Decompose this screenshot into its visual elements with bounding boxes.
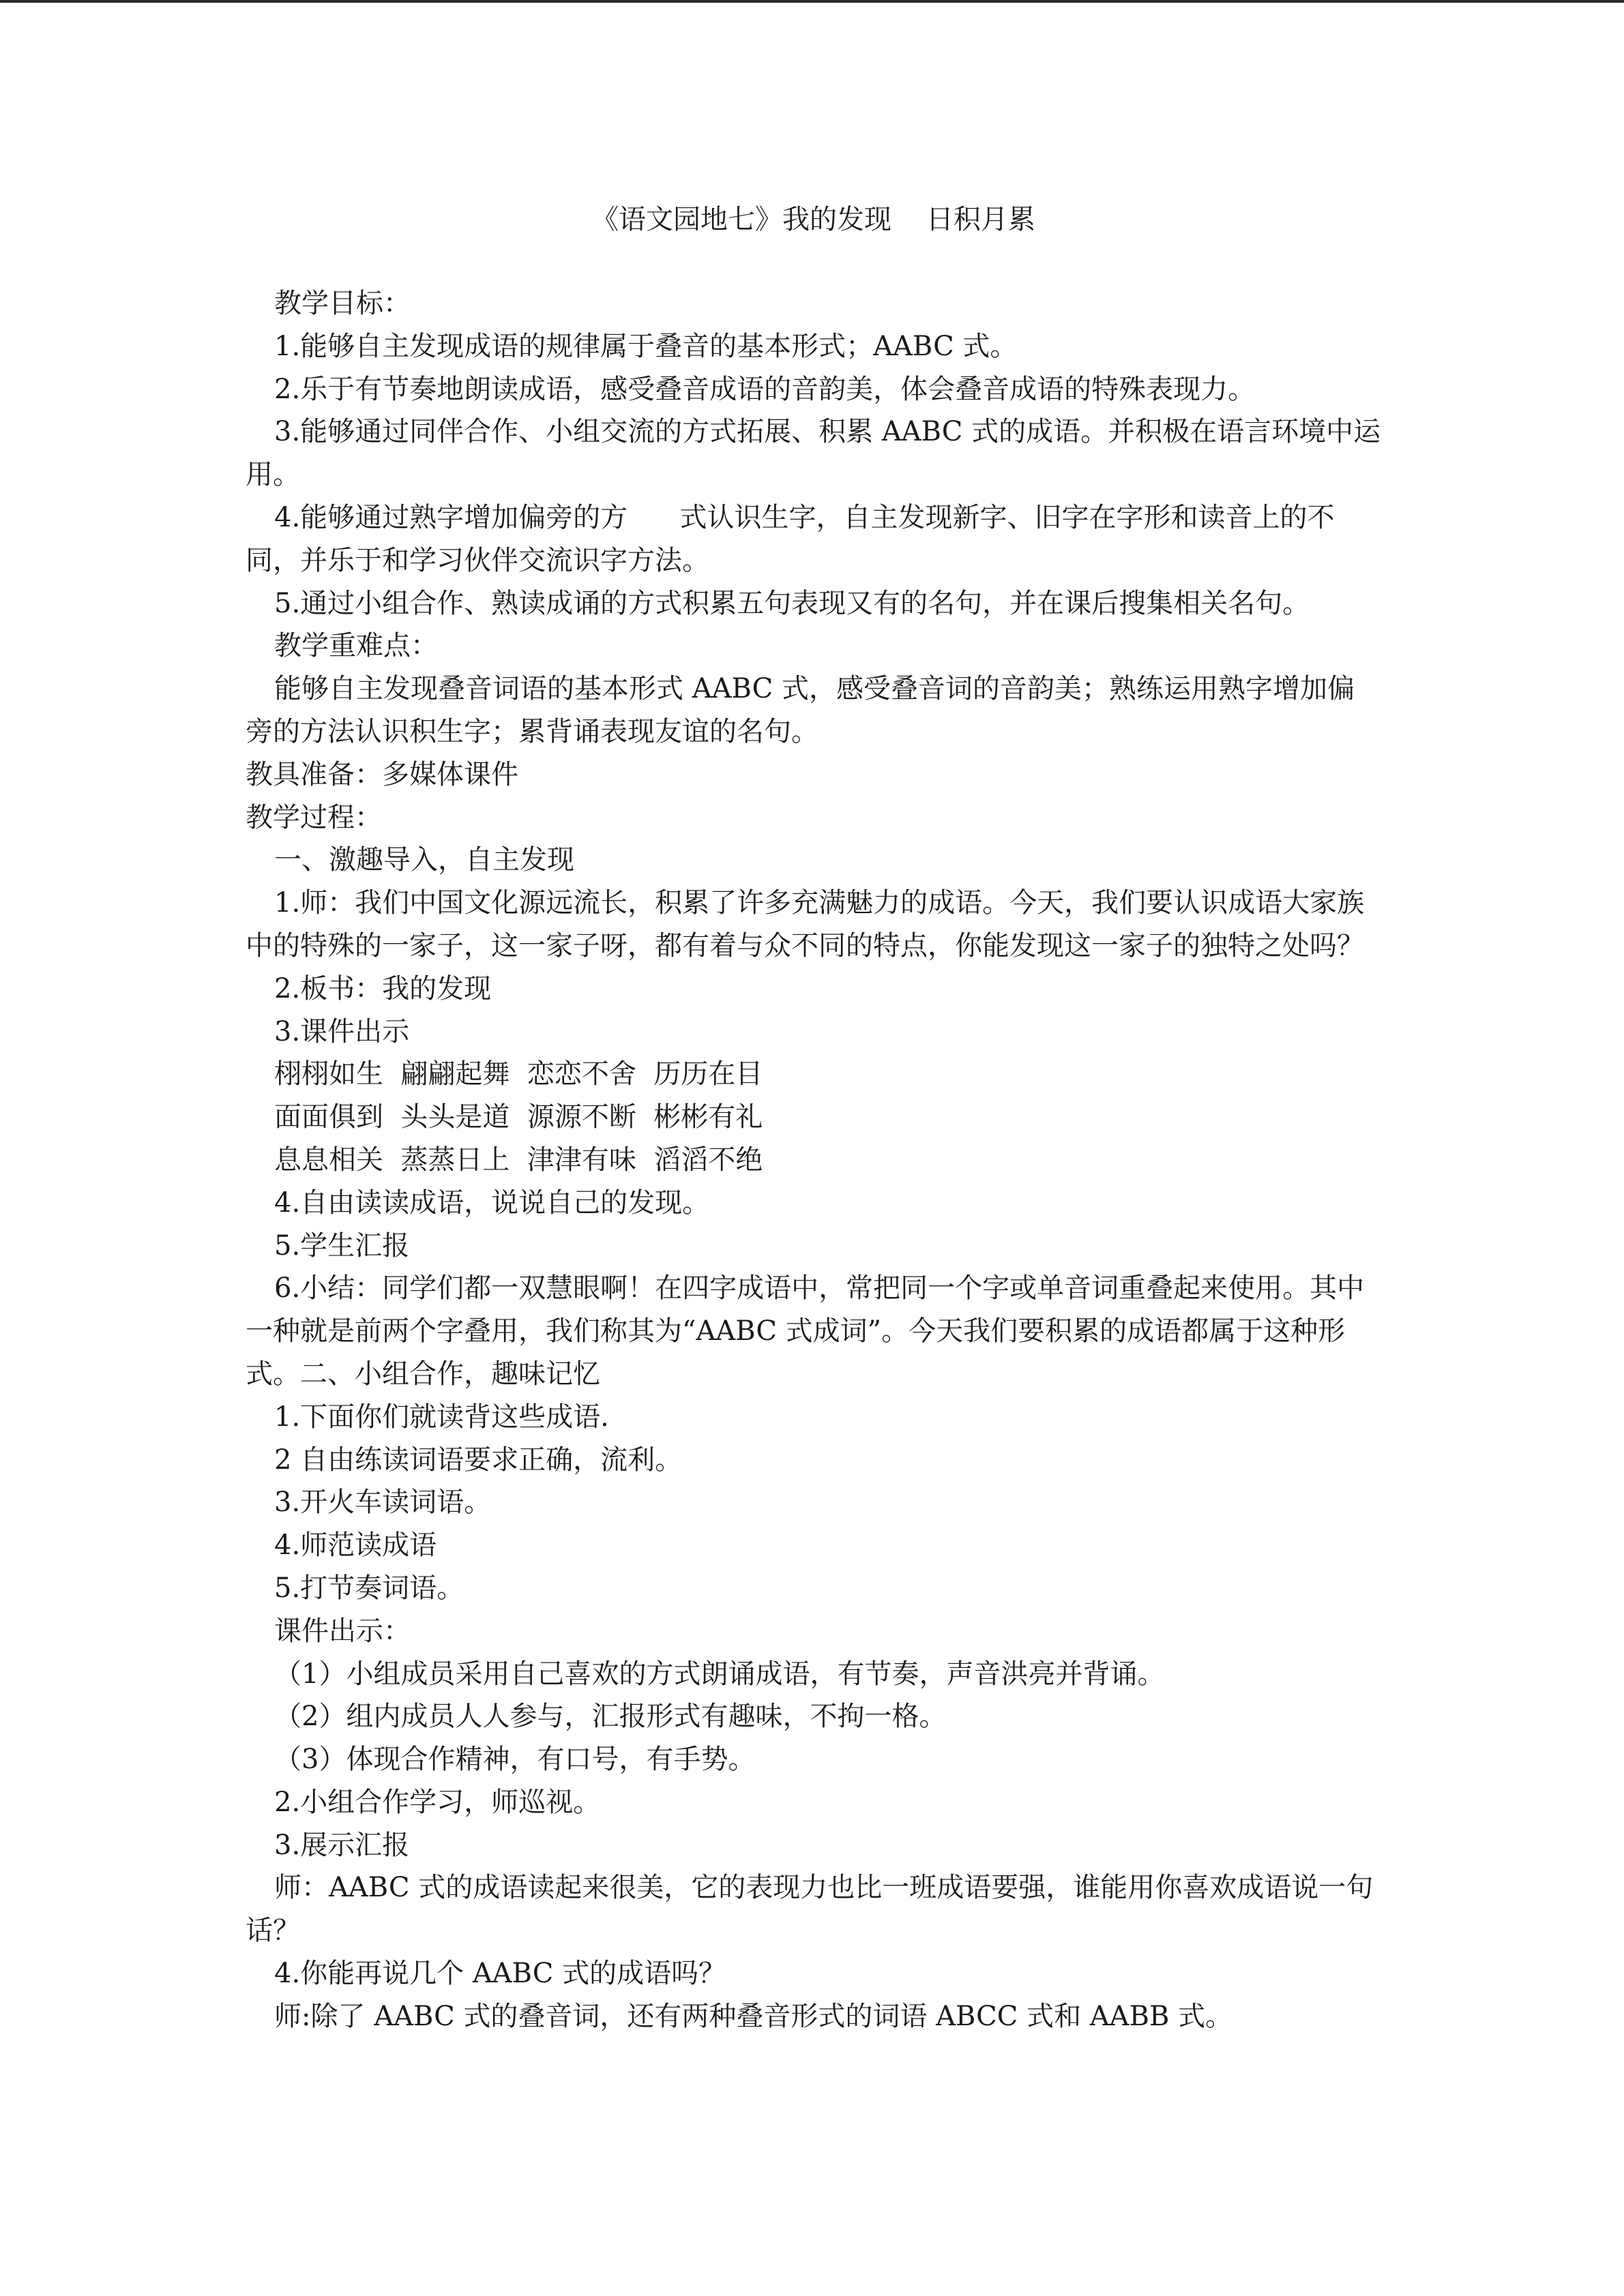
document-title: 《语文园地七》我的发现 日积月累 [591, 204, 1035, 235]
paragraph: 4.自由读读成语，说说自己的发现。 [274, 1187, 710, 1219]
paragraph: 1.下面你们就读背这些成语. [274, 1401, 609, 1433]
paragraph: 息息相关 蒸蒸日上 津津有味 滔滔不绝 [274, 1144, 763, 1176]
paragraph: 教学重难点： [274, 630, 438, 662]
paragraph: 3.课件出示 [274, 1015, 410, 1047]
document-body [246, 282, 1381, 2038]
paragraph: 一、激趣导入，自主发现 [274, 844, 574, 876]
paragraph: 教学目标： [274, 288, 411, 319]
paragraph: 师：AABC 式的成语读起来很美，它的表现力也比一班成语要强，谁能用你喜欢成语说一句话？ [246, 1872, 1374, 1947]
paragraph: 2 自由练读词语要求正确，流利。 [274, 1444, 683, 1476]
paragraph: （3）体现合作精神，有口号，有手势。 [274, 1744, 756, 1776]
paragraph: 1.能够自主发现成语的规律属于叠音的基本形式；AABC 式。 [274, 330, 1018, 362]
paragraph: 栩栩如生 翩翩起舞 恋恋不舍 历历在目 [274, 1058, 763, 1090]
paragraph: 3.展示汇报 [274, 1829, 410, 1861]
paragraph: 能够自主发现叠音词语的基本形式 AABC 式，感受叠音词的音韵美；熟练运用熟字增加偏旁的方法认识积生字；累背诵表现友谊的名句。 [246, 673, 1355, 747]
paragraph: 4.你能再说几个 AABC 式的成语吗？ [274, 1958, 726, 1990]
paragraph: 2.乐于有节奏地朗读成语，感受叠音成语的音韵美，体会叠音成语的特殊表现力。 [274, 373, 1256, 405]
paragraph: （1）小组成员采用自己喜欢的方式朗诵成语，有节奏，声音洪亮并背诵。 [274, 1658, 1165, 1690]
paragraph: （2）组内成员人人参与，汇报形式有趣味，不拘一格。 [274, 1701, 947, 1733]
paragraph: 2.小组合作学习，师巡视。 [274, 1786, 601, 1818]
paragraph: 3.能够通过同伴合作、小组交流的方式拓展、积累 AABC 式的成语。并积极在语言环境中运用。 [246, 416, 1381, 491]
paragraph: 课件出示： [274, 1615, 411, 1647]
paragraph: 面面俱到 头头是道 源源不断 彬彬有礼 [274, 1101, 763, 1133]
paragraph: 6.小结：同学们都一双慧眼啊！在四字成语中，常把同一个字或单音词重叠起来使用。其中一种就是前两个字叠用，我们称其为“AABC 式成词”。今天我们要积累的成语都属于这种形式。二、小组合作，趣味记忆 [246, 1272, 1365, 1390]
paragraph: 5.学生汇报 [274, 1229, 410, 1262]
paragraph: 3.开火车读词语。 [274, 1487, 492, 1519]
paragraph: 4.师范读成语 [274, 1530, 437, 1562]
paragraph: 教学过程： [246, 801, 382, 833]
paragraph: 1.师：我们中国文化源远流长，积累了许多充满魅力的成语。今天，我们要认识成语大家族中的特殊的一家子，这一家子呀，都有着与众不同的特点，你能发现这一家子的独特之处吗？ [246, 887, 1365, 961]
paragraph: 5.通过小组合作、熟读成诵的方式积累五句表现又有的名句，并在课后搜集相关名句。 [274, 587, 1310, 619]
paragraph: 教具准备：多媒体课件 [246, 758, 518, 790]
top-border-rule [0, 0, 1624, 3]
paragraph: 2.板书：我的发现 [274, 972, 492, 1004]
paragraph: 5.打节奏词语。 [274, 1572, 464, 1604]
paragraph: 师:除了 AABC 式的叠音词，还有两种叠音形式的词语 ABCC 式和 AABB 式。 [274, 2000, 1233, 2032]
paragraph: 4.能够通过熟字增加偏旁的方 式认识生字，自主发现新字、旧字在字形和读音上的不同，并乐于和学习伙伴交流识字方法。 [246, 501, 1335, 576]
